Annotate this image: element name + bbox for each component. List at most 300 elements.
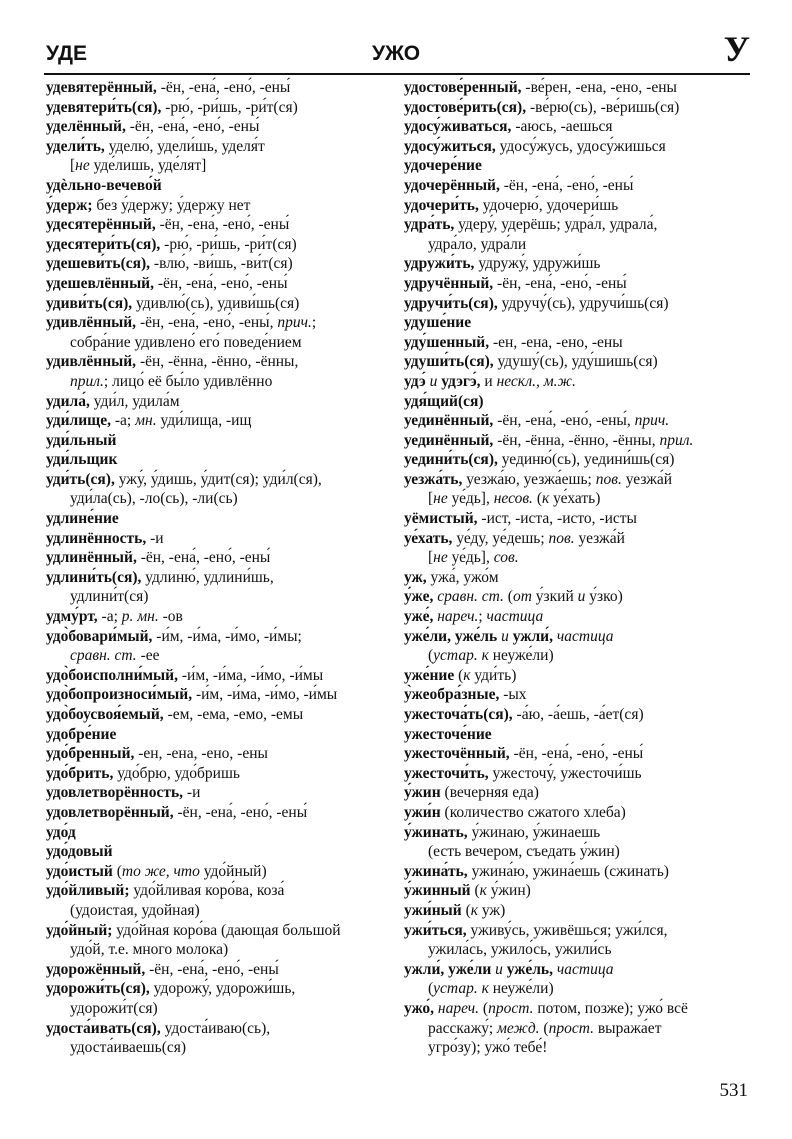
header-rule bbox=[44, 73, 750, 75]
grammar-label: прич. bbox=[634, 412, 670, 430]
dictionary-entry bbox=[404, 274, 754, 294]
grammar-label: несов. bbox=[493, 490, 533, 508]
entry-text: у́зкий bbox=[531, 588, 578, 606]
entry-continuation bbox=[404, 842, 754, 862]
headword: удлини́ть(ся), bbox=[46, 568, 142, 586]
entry-text: уе́ду, уе́дешь; bbox=[452, 529, 549, 547]
dictionary-entry bbox=[404, 705, 754, 725]
entry-text: -ен, -ена, -ено, -ены bbox=[489, 333, 623, 351]
headword: удлинённый, bbox=[46, 549, 137, 567]
dictionary-entry bbox=[46, 705, 396, 725]
dictionary-entry bbox=[46, 470, 396, 490]
dictionary-entry bbox=[46, 862, 396, 882]
entry-text: [ bbox=[428, 549, 434, 567]
headword: удевятерённый, bbox=[46, 79, 157, 96]
dictionary-entry bbox=[404, 450, 754, 470]
entry-text: -ем, -ема, -емо, -емы bbox=[163, 706, 304, 723]
entry-text: -и bbox=[146, 529, 164, 547]
headword: ужесточённый, bbox=[404, 745, 510, 763]
entry-text: удеру́, удерёшь; удра́л, удрала́, bbox=[454, 216, 658, 234]
dictionary-entry bbox=[46, 627, 396, 647]
headword: удуше́ние bbox=[404, 314, 472, 332]
headword: уе́хать, bbox=[404, 529, 453, 547]
headword: удручённый, bbox=[404, 274, 494, 292]
grammar-label: и bbox=[425, 372, 442, 390]
entry-text: -ён, -ена́, -ено́, -ены́ bbox=[499, 176, 634, 194]
headword: ужина́ть, bbox=[404, 862, 468, 880]
entry-text: ужа́, ужо́м bbox=[426, 568, 499, 586]
headword: удешеви́ть(ся), bbox=[46, 255, 151, 273]
headword: ужесточи́ть, bbox=[404, 764, 489, 782]
dictionary-entry bbox=[46, 685, 396, 705]
entry-text: -рю́, -ри́шь, -ри́т(ся) bbox=[161, 98, 298, 116]
entry-continuation bbox=[46, 940, 396, 960]
dictionary-entry bbox=[46, 960, 396, 980]
dictionary-entry bbox=[404, 607, 754, 627]
entry-text: -ён, -ённа, -ённо, -ённы, bbox=[136, 353, 299, 371]
entry-text: -аюсь, -аешься bbox=[511, 118, 613, 136]
entry-text: уе́дь], bbox=[447, 549, 494, 567]
headword: удму́рт, bbox=[46, 608, 98, 626]
headword: уже́ль, bbox=[506, 960, 553, 978]
dictionary-entry bbox=[404, 509, 754, 529]
dictionary-entry bbox=[404, 117, 754, 137]
dictionary-entry bbox=[46, 352, 396, 372]
entry-text: -рю́, -ри́шь, -ри́т(ся) bbox=[160, 235, 297, 253]
grammar-label: нареч. bbox=[434, 999, 480, 1017]
headword: удочерённый, bbox=[404, 176, 500, 194]
dictionary-entry bbox=[46, 411, 396, 431]
entry-text: уживу́сь, уживёшься; ужи́лся, bbox=[466, 921, 668, 939]
entry-continuation bbox=[46, 901, 396, 921]
entry-text: удушу́(сь), уду́шишь(ся) bbox=[493, 353, 658, 371]
entry-text: уде́лишь, уде́лят] bbox=[89, 157, 207, 175]
entry-text: ( bbox=[454, 666, 464, 684]
entry-text: ; bbox=[478, 608, 487, 626]
entry-text: удручу́(сь), удручи́шь(ся) bbox=[497, 294, 669, 312]
entry-text: удо́йная коро́ва (дающая большой bbox=[112, 921, 341, 939]
dictionary-entry bbox=[46, 607, 396, 627]
grammar-label: от bbox=[512, 588, 532, 606]
grammar-label: и bbox=[491, 960, 507, 978]
dictionary-entry bbox=[46, 783, 396, 803]
dictionary-entry bbox=[404, 999, 754, 1019]
headword: удлине́ние bbox=[46, 510, 119, 528]
entry-text: -ён, -ена́, -ено́, -ены́ bbox=[493, 274, 627, 292]
dictionary-entry bbox=[404, 901, 754, 921]
dictionary-entry bbox=[46, 803, 396, 823]
headword: уёмистый, bbox=[404, 510, 478, 528]
dictionary-entry bbox=[46, 823, 396, 843]
entry-text: ужина́ю, ужина́ешь (сжинать) bbox=[467, 862, 669, 880]
dictionary-entry bbox=[404, 294, 754, 314]
entry-text: -ён, -ена́, -ено́, -ены́ bbox=[173, 803, 308, 821]
entry-text: ; bbox=[311, 314, 317, 332]
entry-text: -и́м, -и́ма, -и́мо, -и́мы bbox=[177, 666, 324, 684]
dictionary-entry bbox=[46, 921, 396, 941]
dictionary-entry bbox=[46, 450, 396, 470]
grammar-label: устар. к bbox=[433, 980, 489, 998]
entry-text: -ён, -ённа, -ённо, -ённы, bbox=[493, 431, 660, 449]
entry-text: ( bbox=[461, 901, 471, 919]
dictionary-entry bbox=[404, 568, 754, 588]
entry-continuation bbox=[404, 548, 754, 568]
grammar-label: к bbox=[479, 882, 487, 900]
entry-text: (есть вечером, съедать у́жин) bbox=[428, 843, 620, 861]
dictionary-entry bbox=[46, 176, 396, 196]
headword: удэ́ bbox=[404, 372, 426, 390]
headword: уди́ть(ся), bbox=[46, 470, 115, 488]
dictionary-entry bbox=[404, 333, 754, 353]
dictionary-entry bbox=[46, 529, 396, 549]
grammar-label: нареч. bbox=[433, 608, 479, 626]
entry-text: -и bbox=[183, 784, 201, 802]
dictionary-entry bbox=[404, 254, 754, 274]
entry-continuation bbox=[404, 1019, 754, 1039]
entry-text: -ист, -иста, -исто, -исты bbox=[477, 510, 637, 528]
headword: уди́лище, bbox=[46, 412, 112, 430]
grammar-label: не bbox=[75, 157, 90, 175]
entry-text: уди́ла(сь), -ло(сь), -ли(сь) bbox=[70, 490, 238, 508]
headword: удѐльно-вечево́й bbox=[46, 176, 162, 194]
entry-text: удра́ло, удра́ли bbox=[428, 235, 527, 253]
headword: уди́льщик bbox=[46, 451, 118, 469]
grammar-label: ж. bbox=[557, 372, 576, 390]
headword: ужи́ный bbox=[404, 901, 462, 919]
headword: ужо́, bbox=[404, 999, 435, 1017]
entry-continuation bbox=[46, 587, 396, 607]
dictionary-entry bbox=[404, 411, 754, 431]
entry-text: ( bbox=[428, 980, 434, 998]
dictionary-entry bbox=[46, 235, 396, 255]
dictionary-entry bbox=[404, 960, 754, 980]
headword: уди́льный bbox=[46, 431, 117, 449]
headword: у́жинать, bbox=[404, 823, 468, 841]
headword: удорожи́ть(ся), bbox=[46, 980, 150, 998]
dictionary-entry bbox=[404, 685, 754, 705]
header-center-guide-word: УЖО bbox=[371, 42, 421, 65]
entry-continuation bbox=[46, 999, 396, 1019]
headword: удо́бренный, bbox=[46, 745, 135, 763]
headword: удо́брить, bbox=[46, 764, 114, 782]
entry-text: и bbox=[480, 372, 497, 390]
entry-text: уе́дь], bbox=[447, 490, 494, 508]
grammar-label: то же, что bbox=[121, 862, 200, 880]
entry-text: уединю́(сь), уедини́шь(ся) bbox=[497, 451, 675, 469]
headword: у́жин bbox=[404, 784, 441, 802]
dictionary-entry bbox=[404, 470, 754, 490]
grammar-label: межд. bbox=[497, 1019, 540, 1037]
entry-text: ; лицо́ её бы́ло удивлённо bbox=[103, 372, 273, 390]
headword: уединённый, bbox=[404, 412, 494, 430]
entry-text: -ов bbox=[158, 608, 183, 626]
grammar-label: сравн. ст. bbox=[433, 588, 504, 606]
entry-continuation bbox=[46, 1038, 396, 1058]
headword: удесятерённый, bbox=[46, 216, 156, 234]
dictionary-entry bbox=[46, 215, 396, 235]
headword: ужли́, bbox=[512, 627, 553, 645]
headword: удостове́рить(ся), bbox=[404, 98, 527, 116]
grammar-label: не bbox=[433, 490, 448, 508]
headword: удо̀бовари́мый, bbox=[46, 627, 153, 645]
grammar-label: прост. bbox=[548, 1019, 594, 1037]
entry-text: ужесточу́, ужесточи́шь bbox=[488, 764, 642, 782]
headword: удо̀бопроизноси́мый, bbox=[46, 686, 193, 704]
entry-text: уезжа́й bbox=[574, 529, 625, 547]
left-column bbox=[46, 78, 396, 1058]
grammar-label: и bbox=[497, 627, 513, 645]
dictionary-entry bbox=[404, 587, 754, 607]
entry-text: угро́зу); ужо́ тебе́! bbox=[428, 1039, 548, 1057]
entry-text: у́жинаю, у́жинаешь bbox=[467, 823, 601, 841]
entry-text: ужу́, у́дишь, у́дит(ся); уди́л(ся), bbox=[114, 470, 322, 488]
headword: удосу́живаться, bbox=[404, 118, 512, 136]
entry-continuation bbox=[46, 372, 396, 392]
entry-text: удлиню́, удлини́шь, bbox=[141, 568, 274, 586]
headword: ужи́ться, bbox=[404, 921, 467, 939]
headword: у́жинный bbox=[404, 882, 471, 900]
entry-text: удосу́жусь, удосу́жишься bbox=[495, 137, 666, 155]
dictionary-entry bbox=[404, 392, 754, 412]
entry-text: уди́лища, -ищ bbox=[156, 412, 252, 430]
grammar-label: к bbox=[541, 490, 550, 508]
headword: удешевлённый, bbox=[46, 274, 154, 292]
dictionary-entry bbox=[404, 372, 754, 392]
entry-continuation bbox=[404, 235, 754, 255]
entry-text: -ён, -ена́, -ено́, -ены́ bbox=[153, 274, 288, 292]
entry-text: у́жин) bbox=[486, 882, 531, 900]
headword: уединённый, bbox=[404, 431, 494, 449]
headword: удо́истый bbox=[46, 862, 113, 880]
entry-text: ( bbox=[532, 490, 542, 508]
dictionary-entry bbox=[46, 274, 396, 294]
entry-text: ( bbox=[503, 588, 513, 606]
headword: удели́ть, bbox=[46, 137, 105, 155]
dictionary-entry bbox=[46, 1019, 396, 1039]
dictionary-entry bbox=[404, 176, 754, 196]
entry-text: собра́ние удивлено́ его́ поведе́нием bbox=[70, 333, 302, 351]
grammar-label: частица bbox=[552, 960, 614, 978]
entry-text: ( bbox=[470, 882, 480, 900]
entry-text: -ён, -ена́, -ено́, -ены́, bbox=[493, 412, 635, 430]
dictionary-entry bbox=[404, 666, 754, 686]
dictionary-entry bbox=[46, 881, 396, 901]
entry-text: -а́ю, -а́ешь, -а́ет(ся) bbox=[512, 706, 644, 723]
headword: удочери́ть, bbox=[404, 196, 479, 214]
headword: удручи́ть(ся), bbox=[404, 294, 498, 312]
headword: у́держ; bbox=[46, 196, 93, 214]
dictionary-entry bbox=[404, 627, 754, 647]
grammar-label: прич. bbox=[277, 314, 312, 332]
dictionary-entry bbox=[46, 392, 396, 412]
dictionary-entry bbox=[46, 98, 396, 118]
headword: удевятери́ть(ся), bbox=[46, 98, 162, 116]
dictionary-entry bbox=[404, 764, 754, 784]
headword: уже́ние bbox=[404, 666, 455, 684]
entry-text: неуже́ли) bbox=[488, 647, 554, 665]
entry-continuation bbox=[404, 940, 754, 960]
headword: удуши́ть(ся), bbox=[404, 353, 494, 371]
headword: удо̀боусвоя́емый, bbox=[46, 706, 164, 723]
dictionary-entry bbox=[404, 803, 754, 823]
entry-text: -ён, -ена́, -ено́, -ены́, bbox=[136, 314, 278, 332]
headword: уду́шенный, bbox=[404, 333, 490, 351]
dictionary-entry bbox=[46, 254, 396, 274]
headword: уедини́ть(ся), bbox=[404, 451, 498, 469]
dictionary-entry bbox=[46, 568, 396, 588]
dictionary-entry bbox=[46, 294, 396, 314]
entry-continuation bbox=[404, 646, 754, 666]
entry-continuation bbox=[404, 1038, 754, 1058]
entry-text: уди́ть) bbox=[470, 666, 517, 684]
headword: уже́, bbox=[404, 608, 434, 626]
entry-text: удорожи́т(ся) bbox=[70, 999, 158, 1017]
entry-continuation bbox=[404, 489, 754, 509]
dictionary-entry bbox=[404, 529, 754, 549]
entry-continuation bbox=[46, 646, 396, 666]
dictionary-entry bbox=[404, 156, 754, 176]
headword: уж, bbox=[404, 568, 427, 586]
entry-continuation bbox=[46, 333, 396, 353]
entry-text: -ён, -ена́, -ено́, -ены́ bbox=[509, 745, 644, 763]
grammar-label: к bbox=[470, 901, 478, 919]
grammar-label: частица bbox=[553, 627, 614, 645]
headword: удивлённый, bbox=[46, 314, 137, 332]
dictionary-entry bbox=[404, 313, 754, 333]
header-left-guide-word: УДЕ bbox=[46, 42, 87, 65]
entry-text: -ён, -ена́, -ено́, -ены́ bbox=[156, 79, 291, 96]
grammar-label: и bbox=[577, 588, 586, 606]
headword: ужесточе́ние bbox=[404, 725, 492, 743]
headword: удя́щий(ся) bbox=[404, 392, 484, 410]
dictionary-entry bbox=[46, 431, 396, 451]
dictionary-entry bbox=[46, 764, 396, 784]
entry-text: -и́м, -и́ма, -и́мо, -и́мы bbox=[192, 686, 338, 704]
headword: удобре́ние bbox=[46, 725, 117, 743]
dictionary-entry bbox=[404, 783, 754, 803]
entry-text: -влю́, -ви́шь, -ви́т(ся) bbox=[150, 255, 293, 273]
dictionary-entry bbox=[404, 98, 754, 118]
dictionary-entry bbox=[46, 78, 396, 98]
headword: ужесточа́ть(ся), bbox=[404, 706, 513, 723]
headword: удила́, bbox=[46, 392, 90, 410]
dictionary-entry bbox=[404, 78, 754, 98]
entry-continuation bbox=[46, 156, 396, 176]
entry-text: -ён, -ена́, -ено́, -ены́ bbox=[125, 118, 260, 136]
entry-text: (удоистая, удойная) bbox=[70, 901, 200, 919]
entry-text: без у́держу; у́держу нет bbox=[92, 196, 251, 214]
entry-text: ( bbox=[539, 1019, 549, 1037]
entry-text: удлини́т(ся) bbox=[70, 588, 149, 606]
entry-text: расскажу́; bbox=[428, 1019, 498, 1037]
headword: удра́ть, bbox=[404, 216, 455, 234]
entry-text: -ен, -ена, -ено, -ены bbox=[134, 745, 268, 763]
entry-text: ( bbox=[112, 862, 122, 880]
dictionary-entry bbox=[46, 313, 396, 333]
entry-text: -ён, -ена́, -ено́, -ены́ bbox=[155, 216, 290, 234]
entry-text: уезжа́ю, уезжа́ешь; bbox=[462, 470, 596, 488]
dictionary-entry bbox=[404, 744, 754, 764]
dictionary-entry bbox=[46, 548, 396, 568]
entry-text: удо́йливая коро́ва, коза́ bbox=[129, 882, 285, 900]
entry-text: уе́хать) bbox=[549, 490, 601, 508]
right-column bbox=[404, 78, 754, 1058]
dictionary-entry bbox=[404, 137, 754, 157]
headword: у́же, bbox=[404, 588, 434, 606]
headword: удосу́житься, bbox=[404, 137, 496, 155]
headword: удо́д bbox=[46, 823, 76, 841]
entry-text: уди́л, удила́м bbox=[89, 392, 180, 410]
headword: ужли́, уже́ли bbox=[404, 960, 492, 978]
entry-text: -а; bbox=[111, 412, 136, 430]
dictionary-entry bbox=[46, 666, 396, 686]
headword: удружи́ть, bbox=[404, 255, 475, 273]
entry-text: потом, позже); ужо́ всё bbox=[533, 999, 688, 1017]
entry-text: удо́брю, удо́бришь bbox=[113, 764, 240, 782]
entry-text: удочерю́, удочери́шь bbox=[478, 196, 619, 214]
entry-continuation bbox=[46, 489, 396, 509]
dictionary-entry bbox=[404, 215, 754, 235]
headword: удорожённый, bbox=[46, 960, 146, 978]
grammar-label: мн. bbox=[135, 412, 157, 430]
entry-text: удо́й, т.е. много молока) bbox=[70, 941, 229, 959]
grammar-label: сравн. ст. bbox=[70, 647, 137, 665]
entry-text: -ее bbox=[136, 647, 160, 665]
page-number: 531 bbox=[719, 1080, 748, 1101]
dictionary-entry bbox=[404, 431, 754, 451]
entry-text: ( bbox=[479, 999, 489, 1017]
grammar-label: прил. bbox=[659, 431, 694, 449]
grammar-label: сов. bbox=[493, 549, 519, 567]
headword: ужи́н bbox=[404, 803, 441, 821]
headword: уезжа́ть, bbox=[404, 470, 463, 488]
dictionary-entry bbox=[404, 725, 754, 745]
grammar-label: частица bbox=[486, 608, 544, 626]
grammar-label: нескл., м. bbox=[496, 372, 558, 390]
entry-text: -ве́рен, -ена, -ено, -ены bbox=[521, 79, 677, 96]
headword: уделённый, bbox=[46, 118, 126, 136]
headword: удивлённый, bbox=[46, 353, 137, 371]
entry-text: уделю́, удели́шь, уделя́т bbox=[104, 137, 265, 155]
entry-continuation bbox=[404, 979, 754, 999]
entry-text: -ён, -ена́, -ено́, -ены́ bbox=[145, 960, 279, 978]
headword: уже́ли, уже́ль bbox=[404, 627, 498, 645]
dictionary-entry bbox=[404, 352, 754, 372]
entry-text: неуже́ли) bbox=[488, 980, 554, 998]
grammar-label: не bbox=[433, 549, 448, 567]
dictionary-entry bbox=[46, 744, 396, 764]
dictionary-entry bbox=[46, 979, 396, 999]
dictionary-entry bbox=[404, 881, 754, 901]
headword: удовлетворённый, bbox=[46, 803, 174, 821]
entry-text: ужила́сь, ужило́сь, ужили́сь bbox=[428, 941, 612, 959]
entry-text: удоста́иваешь(ся) bbox=[70, 1039, 187, 1057]
grammar-label: устар. к bbox=[433, 647, 489, 665]
headword: удесятери́ть(ся), bbox=[46, 235, 161, 253]
dictionary-entry bbox=[404, 862, 754, 882]
dictionary-entry bbox=[46, 117, 396, 137]
entry-text: -ён, -ена́, -ено́, -ены́ bbox=[136, 549, 271, 567]
headword: удоста́ивать(ся), bbox=[46, 1019, 161, 1037]
dictionary-entry bbox=[404, 823, 754, 843]
headword: удиви́ть(ся), bbox=[46, 294, 133, 312]
dictionary-entry bbox=[404, 196, 754, 216]
grammar-label: прил. bbox=[70, 372, 104, 390]
dictionary-entry bbox=[46, 137, 396, 157]
entry-text: удивлю́(сь), удиви́шь(ся) bbox=[132, 294, 300, 312]
entry-text: -и́м, -и́ма, -и́мо, -и́мы; bbox=[152, 627, 302, 645]
grammar-label: пов. bbox=[548, 529, 575, 547]
